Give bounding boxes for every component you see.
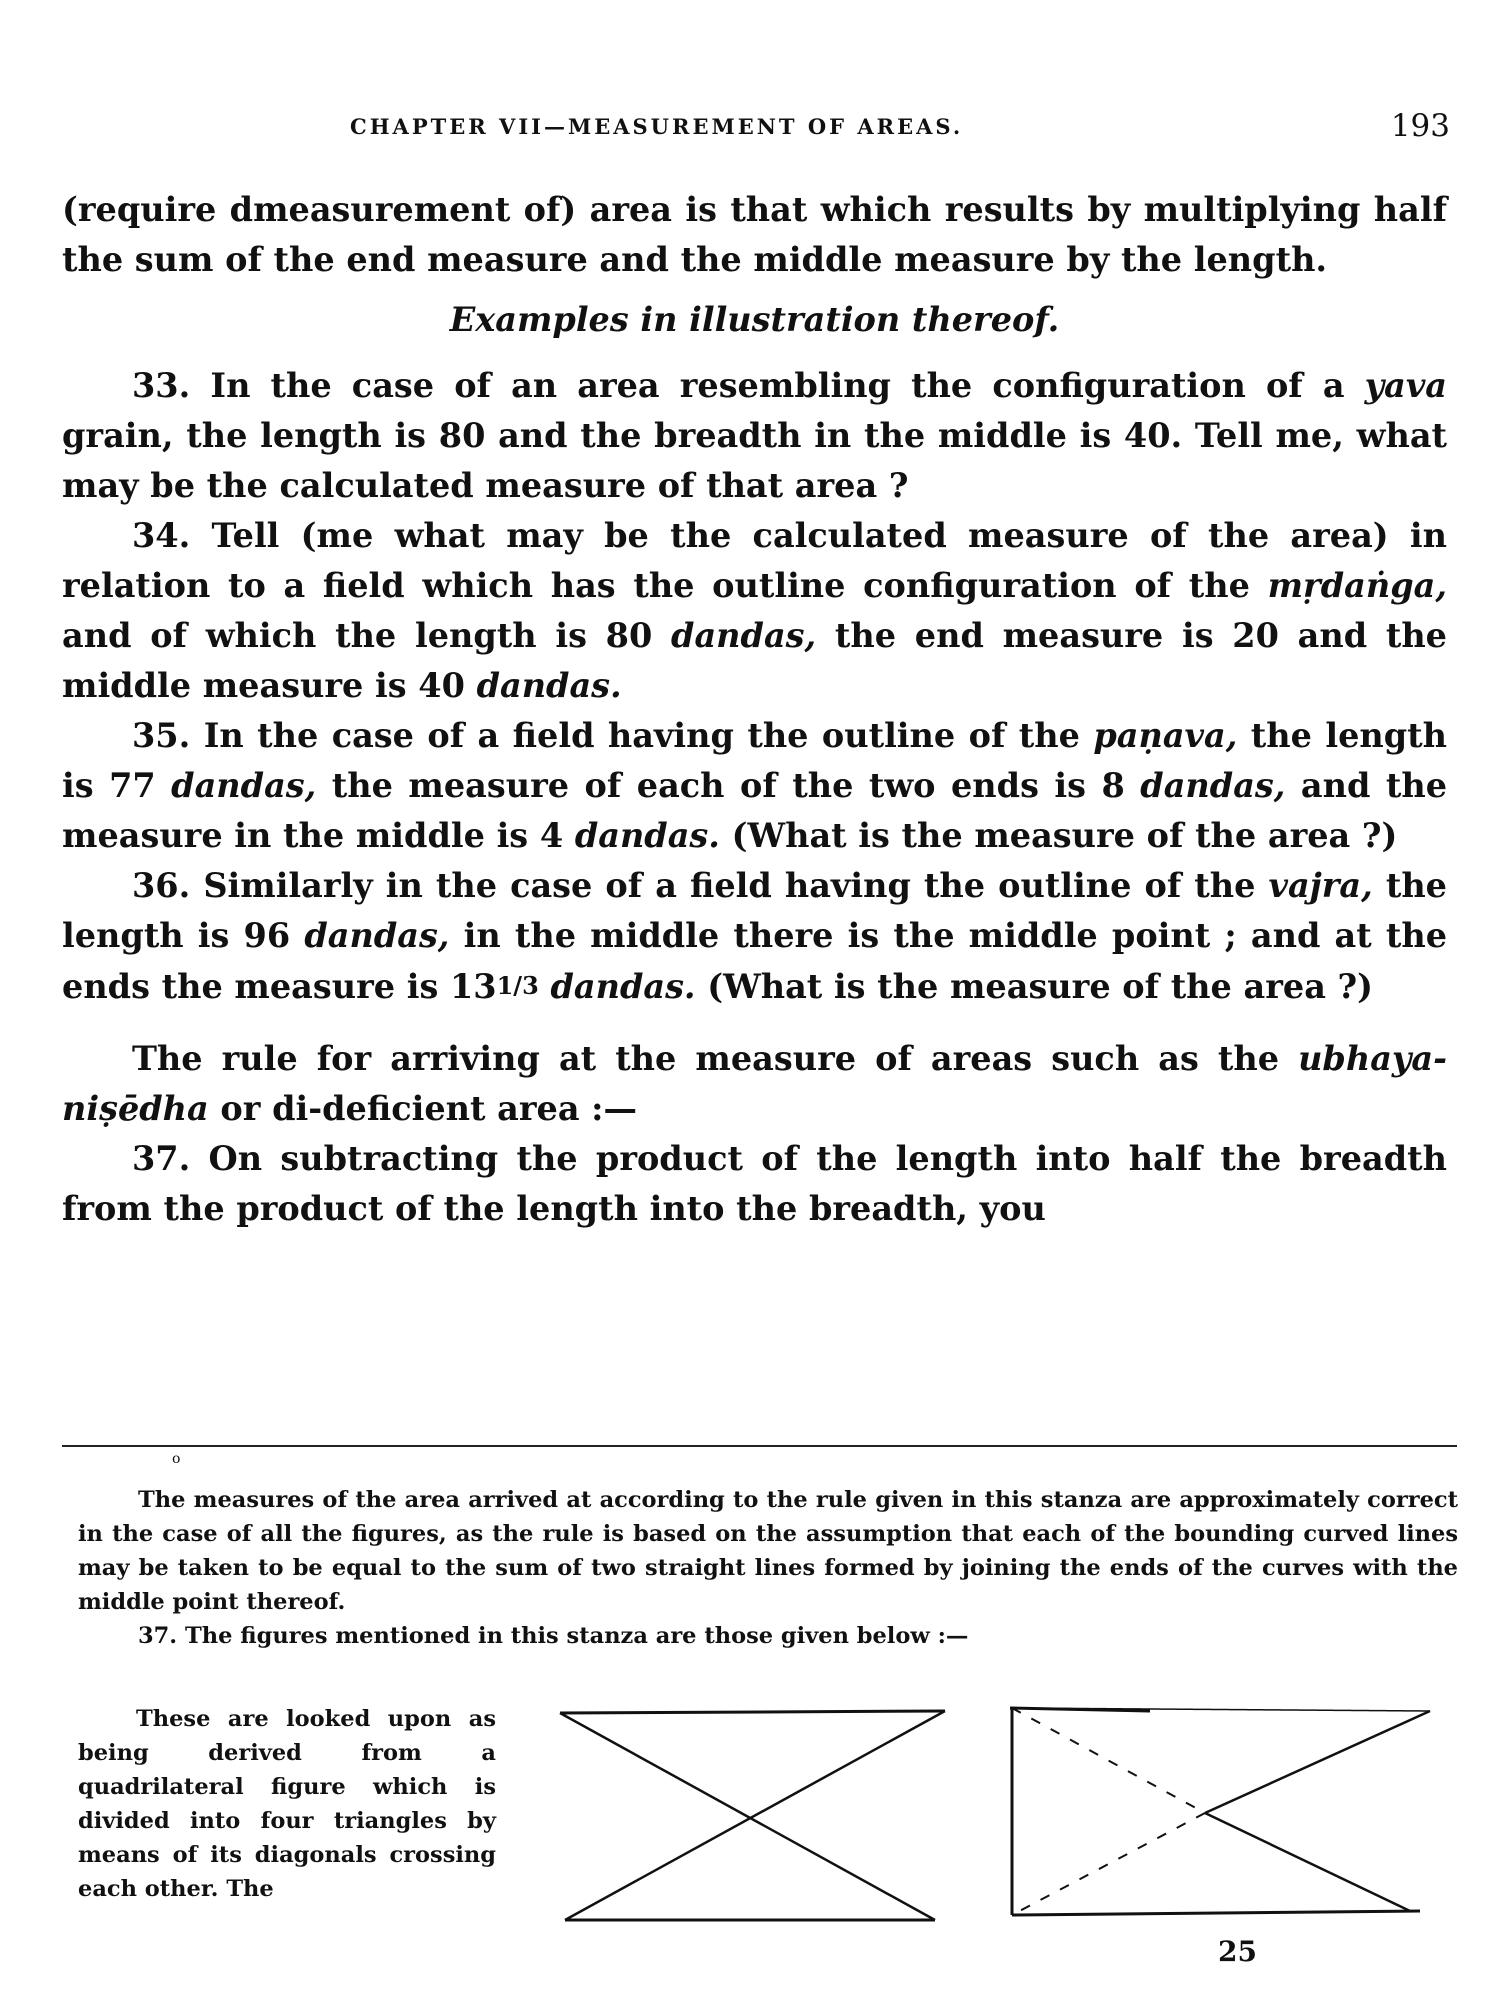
fig1-diagonal-b	[565, 1711, 945, 1920]
fig1-top-edge	[560, 1711, 945, 1713]
footnote-37-intro: 37. The figures mentioned in this stanza are those given below :—	[138, 1623, 969, 1649]
page-header	[60, 108, 1460, 148]
running-head: CHAPTER VII—MEASUREMENT OF AREAS.	[350, 114, 964, 139]
fig2-solid-diagonal-b	[1205, 1813, 1410, 1911]
fig2-solid-diagonal-a	[1205, 1711, 1430, 1813]
fig1-diagonal-a	[560, 1713, 935, 1920]
fig2-dashed-diagonal-b	[1012, 1813, 1205, 1915]
example-33: 33. In the case of an area resembling the configuration of a yava grain, the length is 80 and the breadth in the middle is 40. Tell me, what may be the calculated measure of that area ?	[62, 366, 1447, 505]
footnote-33: The measures of the area arrived at according to the rule given in this stanza are approximately correct in the case of all the figures, as the rule is based on the assumption that each of the bounding curved lines may be taken to be equal to the sum of two straight lines formed by joining the ends of the curves with the middle point thereof.	[78, 1487, 1458, 1615]
rule-paragraph: The rule for arriving at the measure of areas such as the ubhaya-niṣēdha or di-deficient area :—	[62, 1039, 1447, 1128]
hourglass-figure	[555, 1708, 955, 1928]
example-35: 35. In the case of a field having the outline of the paṇava, the length is 77 dandas, the measure of each of the two ends is 8 dandas, and the measure in the middle is 4 dandas. (What is the measure of the area ?)	[62, 716, 1448, 855]
fig2-bottom-edge	[1012, 1911, 1420, 1915]
main-text	[62, 185, 1447, 1234]
di-deficient-figure	[1000, 1703, 1435, 1923]
stanza-37: 37. On subtracting the product of the length into half the breadth from the product of the length into the breadth, you	[62, 1139, 1447, 1228]
page-number: 193	[1390, 108, 1450, 144]
footnotes	[78, 1483, 1458, 1653]
examples-heading: Examples in illustration thereof.	[449, 300, 1060, 339]
footnote-divider	[62, 1445, 1457, 1447]
intro-paragraph: (require dmeasurement of) area is that which results by multiplying half the sum of the end measure and the middle measure by the length.	[62, 190, 1447, 279]
sheet-number: 25	[1218, 1935, 1257, 1968]
example-36: 36. Similarly in the case of a field having the outline of the vajra, the length is 96 dandas, in the middle there is the middle point ; and at the ends the measure is 131/3 dandas. (What is the measure of the area ?)	[62, 866, 1448, 1006]
footnote-37-text: These are looked upon as being derived from a quadrilateral figure which is divided into four triangles by means of its diagonals crossing each other. The	[78, 1706, 496, 1902]
fig2-dashed-diagonal-a	[1012, 1708, 1205, 1813]
footnote-mark-icon: o	[172, 1451, 181, 1467]
fraction: 1/3	[496, 971, 539, 1000]
example-34: 34. Tell (me what may be the calculated measure of the area) in relation to a field which has the outline configuration of the mṛdaṅga, and of which the length is 80 dandas, the end measure is 20 and the middle measure is 40 dandas.	[62, 516, 1447, 705]
